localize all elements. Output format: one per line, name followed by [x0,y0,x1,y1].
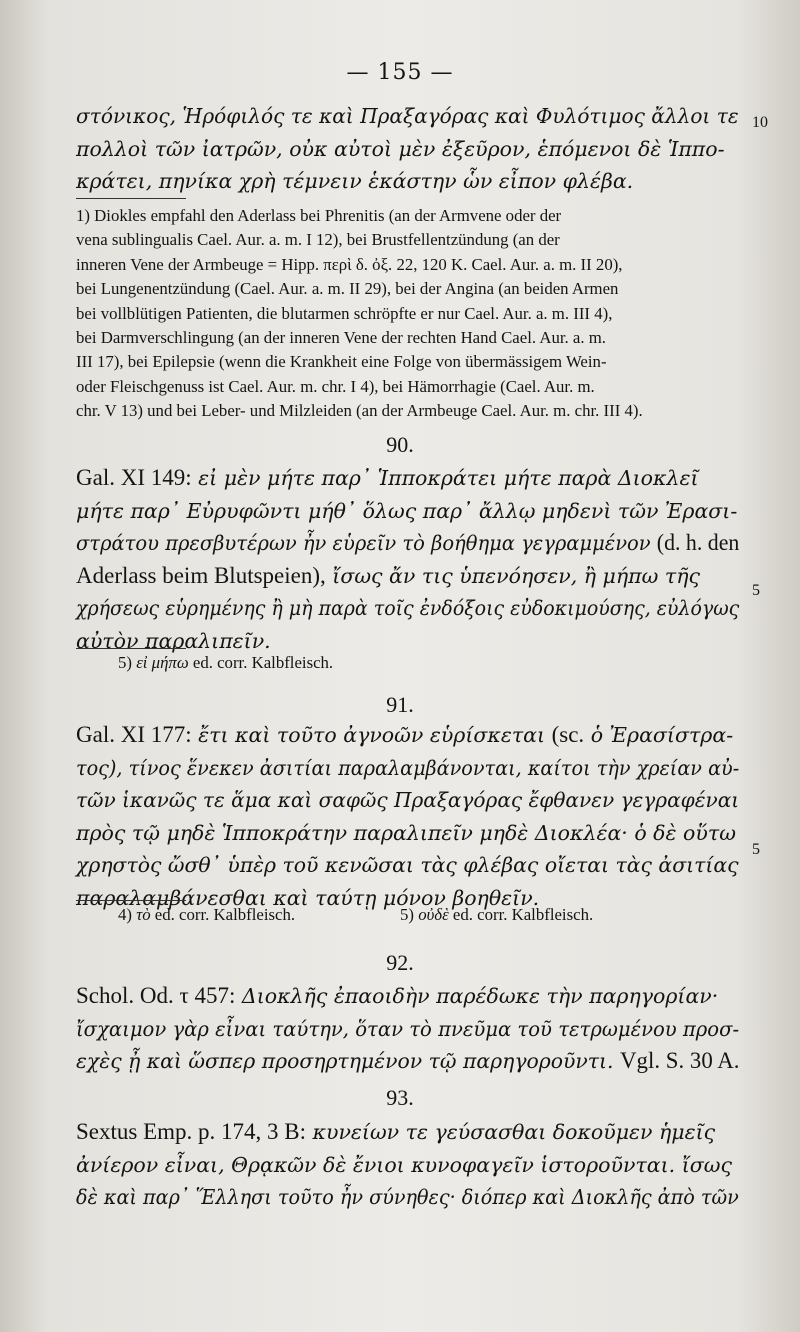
note-line: chr. V 13) und bei Leber- und Milzleiden (an der Armbeuge Cael. Aur. m. chr. III 4). [76,401,643,421]
text-line: πρὸς τῷ μηδὲ Ἱπποκράτην παραλιπεῖν μηδὲ Διοκλέα· ὁ δὲ οὕτω [76,820,736,845]
greek-text: κυνείων τε γεύσασθαι δοκοῦμεν ἡμεῖς [312,1120,716,1144]
text-line: ἴσχαιμον γὰρ εἶναι ταύτην, ὅταν τὸ πνεῦμα τοῦ τετρωμένου προσ- [76,1016,740,1041]
text-line: χρήσεως εὑρημένης ἢ μὴ παρὰ τοῖς ἐνδόξοις εὐδοκιμούσης, εὐλόγως [76,596,740,620]
greek-text: ἔτι καὶ τοῦτο ἀγνοῶν εὑρίσκεται [198,723,546,747]
section-heading-92: 92. [386,950,414,975]
section-90-text [76,462,739,657]
footnote-90-5: 5) εἰ μήπω ed. corr. Kalbfleisch. [118,653,334,672]
greek-text: ἴσως ἄν τις ὑπενόησεν, ἢ μήπω τῆς [332,563,700,588]
note-line: oder Fleischgenuss ist Cael. Aur. m. chr. I 4), bei Hämorrhagie (Cael. Aur. m. [76,376,595,396]
footnote-rule [76,648,186,649]
page-number: — 155 — [346,60,454,85]
greek-text: ὁ Ἐρασίστρα- [590,723,734,747]
section-heading-90: 90. [386,432,414,457]
text-line: στόνικος, Ἡρόφιλός τε καὶ Πραξαγόρας καὶ Φυλότιμος ἄλλοι τε [76,104,739,128]
footnote-91-4: 4) τὸ ed. corr. Kalbfleisch. [118,905,296,924]
footnote-rule [76,900,186,901]
text-line: χρηστὸς ὤσθ᾽ ὑπὲρ τοῦ κενῶσαι τὰς φλέβας οἴεται τὰς ἀσιτίας [76,853,739,877]
note-line: inneren Vene der Armbeuge = Hipp. περὶ δ. ὀξ. 22, 120 K. Cael. Aur. a. m. II 20), [76,254,623,274]
greek-text: εἰ μὲν μήτε παρ᾽ Ἱπποκράτει μήτε παρὰ Διοκλεῖ [198,466,699,490]
note-line: bei Darmverschlingung (an der inneren Vene der rechten Hand Cael. Aur. a. m. [76,328,606,348]
note-line: 1) Diokles empfahl den Aderlass bei Phrenitis (an der Armvene oder der [76,206,562,225]
line-number: 5 [752,841,760,858]
section-heading-93: 93. [386,1085,414,1110]
footnote-1 [76,204,739,424]
footnote-91-5: 5) οὐδὲ ed. corr. Kalbfleisch. [400,905,594,924]
text-line: παραλαμβάνεσθαι καὶ ταύτῃ μόνον βοηθεῖν. [76,885,540,910]
note-line: bei Lungenentzündung (Cael. Aur. a. m. II 29), bei der Angina (an beiden Armen [76,279,619,299]
source-citation: Gal. XI 149: [76,465,192,490]
footnote-rule [76,198,186,199]
gloss-text: (sc. [551,722,585,747]
text-line: ἀνίερον εἶναι, Θρᾳκῶν δὲ ἔνιοι κυνοφαγεῖν ἱστοροῦνται. ἴσως [76,1152,732,1177]
text-line: μήτε παρ᾽ Εὐρυφῶντι μήθ᾽ ὅλως παρ᾽ ἄλλῳ μηδενὶ τῶν Ἐρασι- [76,498,738,523]
gloss-text: (d. h. den [656,530,740,555]
section-heading-91: 91. [386,692,414,717]
line-number: 5 [752,582,760,599]
note-line: III 17), bei Epilepsie (wenn die Krankheit eine Folge von übermässigem Wein- [76,352,607,372]
cross-reference: Vgl. S. 30 A. [620,1048,740,1073]
greek-text: Διοκλῆς ἐπαοιδὴν παρέδωκε τὴν παρηγορίαν· [241,984,719,1008]
text-line: τος), τίνος ἕνεκεν ἀσιτίαι παραλαμβάνονται, καίτοι τὴν χρείαν αὐ- [76,755,740,780]
top-greek-passage [76,100,739,198]
text-line: κράτει, πηνίκα χρὴ τέμνειν ἑκάστην ὧν εἶπον φλέβα. [76,169,634,193]
text-line: δὲ καὶ παρ᾽ Ἕλλησι τοῦτο ἦν σύνηθες· διόπερ καὶ Διοκλῆς ἀπὸ τῶν [76,1185,739,1209]
section-93-text [76,1116,739,1214]
text-line: αὐτὸν παραλιπεῖν. [76,628,271,653]
note-line: vena sublingualis Cael. Aur. a. m. I 12), bei Brustfellentzündung (an der [76,230,560,250]
greek-text: εχὲς ᾖ καὶ ὥσπερ προσηρτημένον τῷ παρηγοροῦντι. [76,1049,614,1073]
line-number: 10 [752,114,768,131]
gloss-text: Aderlass beim Blutspeien), [76,562,326,588]
text-line: τῶν ἱκανῶς τε ἅμα καὶ σαφῶς Πραξαγόρας ἔφθανεν γεγραφέναι [76,788,740,812]
text-line: πολλοὶ τῶν ἰατρῶν, οὐκ αὐτοὶ μὲν ἐξεῦρον, ἑπόμενοι δὲ Ἱππο- [76,136,725,161]
note-line: bei vollblütigen Patienten, die blutarmen schröpfte er nur Cael. Aur. a. m. III 4), [76,303,613,323]
section-92-text [76,980,739,1078]
section-91-text [76,719,739,914]
source-citation: Schol. Od. τ 457: [76,983,236,1008]
source-citation: Sextus Emp. p. 174, 3 B: [76,1119,307,1144]
source-citation: Gal. XI 177: [76,722,192,747]
greek-text: στράτου πρεσβυτέρων ἦν εὑρεῖν τὸ βοήθημα γεγραμμένον [76,531,651,555]
